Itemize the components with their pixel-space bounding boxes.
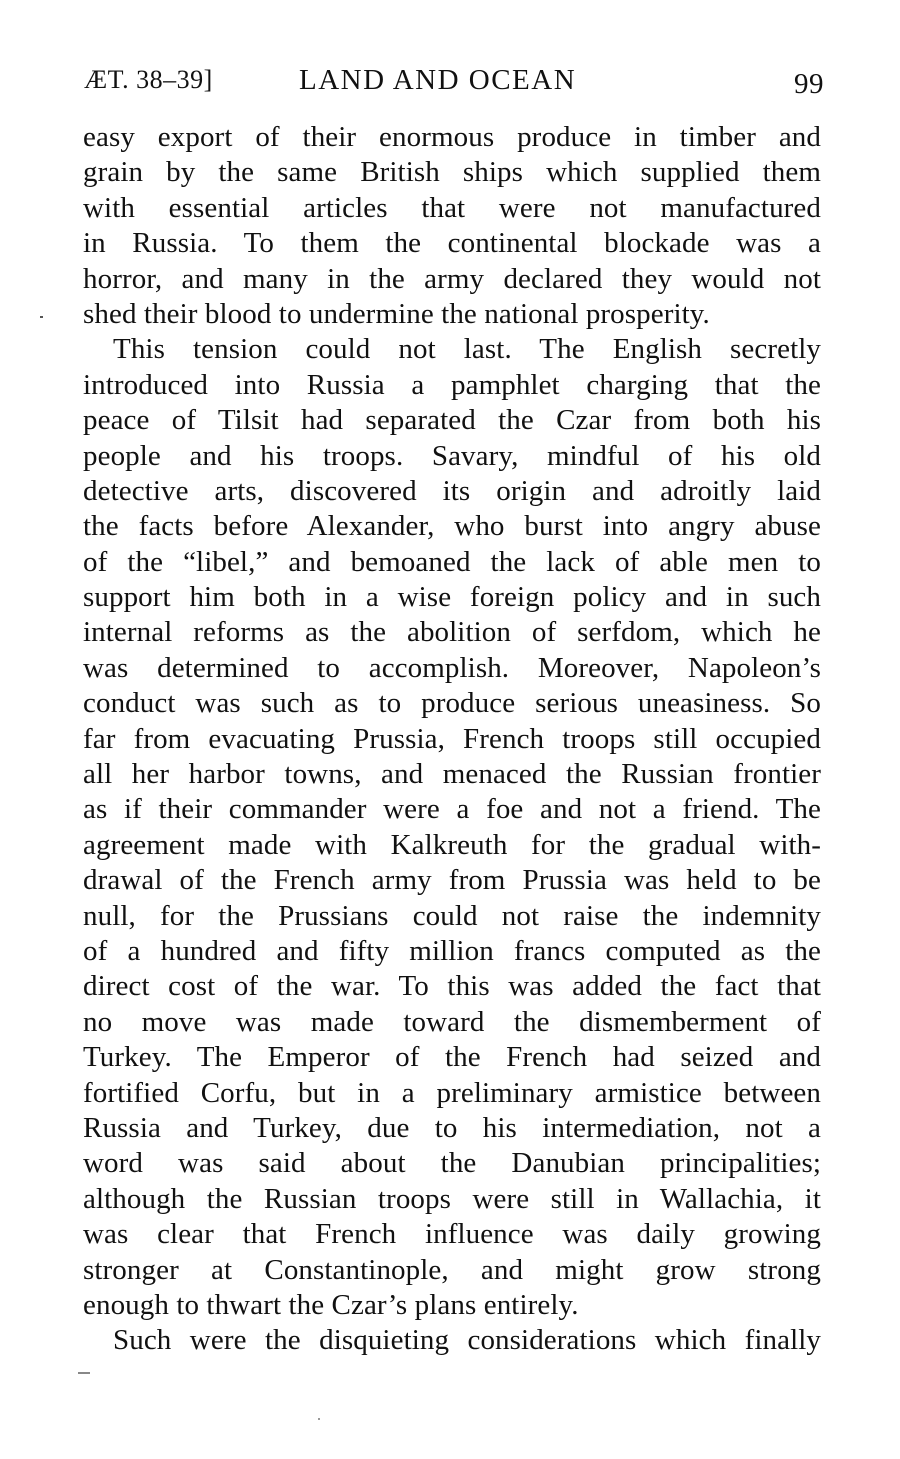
body-text — [83, 120, 821, 1359]
text-line: of the “libel,” and bemoaned the lack of able men to — [83, 545, 821, 578]
scan-speck — [318, 1418, 320, 1420]
scan-speck — [40, 316, 43, 318]
text-line: grain by the same British ships which supplied them — [83, 156, 821, 189]
text-line: enough to thwart the Czar’s plans entirely. — [83, 1288, 579, 1321]
text-line: null, for the Prussians could not raise the indemnity — [83, 899, 821, 932]
text-line: no move was made toward the dismemberment of — [83, 1005, 821, 1038]
text-line: in Russia. To them the continental blockade was a — [83, 227, 821, 260]
text-line: peace of Tilsit had separated the Czar from both his — [83, 404, 821, 437]
text-line: was clear that French influence was daily growing — [83, 1218, 821, 1251]
text-line: fortified Corfu, but in a preliminary armistice between — [83, 1076, 821, 1109]
running-head — [84, 58, 824, 102]
text-line: Turkey. The Emperor of the French had seized and — [83, 1041, 821, 1074]
text-line: all her harbor towns, and menaced the Russian frontier — [83, 758, 821, 791]
text-line: although the Russian troops were still in Wallachia, it — [83, 1182, 821, 1215]
text-line: internal reforms as the abolition of serfdom, which he — [83, 616, 821, 649]
scan-speck — [78, 1372, 90, 1374]
text-line: introduced into Russia a pamphlet charging that the — [83, 368, 821, 401]
text-line: detective arts, discovered its origin and adroitly laid — [83, 474, 821, 507]
text-line: people and his troops. Savary, mindful of his old — [83, 439, 821, 472]
text-line: far from evacuating Prussia, French troops still occupied — [83, 722, 821, 755]
text-line: word was said about the Danubian principalities; — [83, 1147, 821, 1180]
text-line: drawal of the French army from Prussia was held to be — [83, 864, 821, 897]
running-head-title: LAND AND OCEAN — [299, 64, 577, 96]
text-line: with essential articles that were not manufactured — [83, 191, 821, 224]
page-number: 99 — [794, 68, 824, 100]
text-line: horror, and many in the army declared they would not — [83, 262, 821, 295]
text-line: as if their commander were a foe and not a friend. The — [83, 793, 821, 826]
text-line: Russia and Turkey, due to his intermediation, not a — [83, 1111, 821, 1144]
text-line: conduct was such as to produce serious uneasiness. So — [83, 687, 821, 720]
text-line: was determined to accomplish. Moreover, Napoleon’s — [83, 651, 821, 684]
text-line: support him both in a wise foreign policy and in such — [83, 581, 821, 614]
paragraph-start-line: Such were the disquieting considerations which finally — [113, 1324, 821, 1357]
text-line: easy export of their enormous produce in timber and — [83, 121, 821, 153]
paragraph-start-line: This tension could not last. The English secretly — [113, 333, 821, 366]
text-line: agreement made with Kalkreuth for the gradual with- — [83, 828, 821, 861]
text-line: shed their blood to undermine the national prosperity. — [83, 297, 710, 330]
text-line: the facts before Alexander, who burst into angry abuse — [83, 510, 821, 543]
text-line: direct cost of the war. To this was added the fact that — [83, 970, 821, 1003]
text-line: stronger at Constantinople, and might grow strong — [83, 1253, 821, 1286]
running-head-chapter-years: ÆT. 38–39] — [84, 65, 213, 94]
text-line: of a hundred and fifty million francs computed as the — [83, 934, 821, 967]
